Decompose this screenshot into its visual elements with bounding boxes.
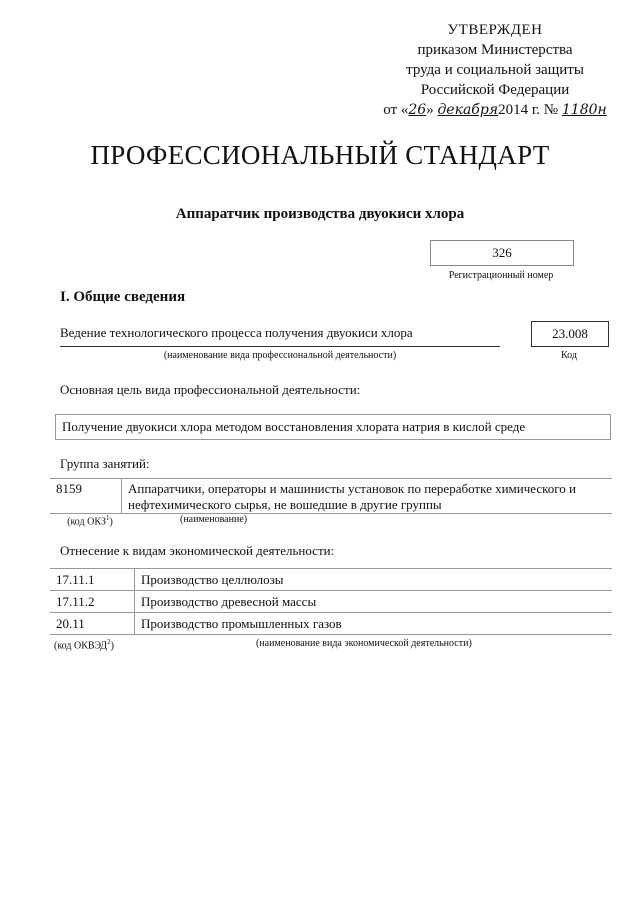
economic-activities-table (50, 568, 612, 635)
okved-code: 20.11 (50, 613, 135, 635)
occupation-name: Аппаратчики, операторы и машинисты установок по переработке химического и нефтехимического сырья, не вошедшие в другие группы (128, 481, 577, 512)
approval-line: труда и социальной защиты (406, 62, 584, 78)
activity-code-caption: Код (561, 350, 577, 361)
economic-activity-name-caption: (наименование вида экономической деятельности) (256, 638, 472, 649)
date-prefix: от « (383, 102, 409, 118)
okved-code-caption: (код ОКВЭД$^2$) (54, 638, 114, 652)
table-row (50, 569, 612, 591)
document-title: ПРОФЕССИОНАЛЬНЫЙ СТАНДАРТ (90, 140, 550, 170)
handwritten-day: 26 (408, 102, 427, 118)
activity-name: Ведение технологического процесса получения двуокиси хлора (60, 325, 500, 347)
economic-activities-label: Отнесение к видам экономической деятельности: (60, 543, 335, 558)
table-row (50, 591, 612, 613)
registration-number-box: 326 (430, 240, 574, 266)
okved-name: Производство промышленных газов (135, 613, 613, 635)
activity-code-box: 23.008 (531, 321, 609, 347)
table-row (50, 613, 612, 635)
occupation-group-row (50, 478, 612, 514)
handwritten-order-number: 1180н (561, 102, 607, 118)
approval-line: приказом Министерства (417, 42, 573, 58)
standard-name: Аппаратчик производства двуокиси хлора (175, 206, 465, 222)
approval-date-line (380, 100, 610, 120)
okved-code: 17.11.1 (50, 569, 135, 591)
activity-caption: (наименование вида профессиональной деятельности) (163, 350, 397, 361)
approval-heading: УТВЕРЖДЕН (447, 22, 543, 38)
approval-block (380, 20, 610, 120)
date-year: 2014 г. № (498, 102, 559, 118)
section-title: I. Общие сведения (60, 289, 186, 305)
handwritten-month: декабря (437, 102, 499, 118)
goal-label: Основная цель вида профессиональной деятельности: (60, 382, 361, 397)
occupation-code: 8159 (50, 479, 122, 513)
date-quote: » (426, 102, 434, 118)
okz-code-caption: (код ОКЗ$^1$) (67, 514, 113, 528)
goal-text-box: Получение двуокиси хлора методом восстановления хлората натрия в кислой среде (55, 414, 611, 440)
occupation-group-label: Группа занятий: (60, 456, 150, 471)
approval-line: Российской Федерации (420, 82, 570, 98)
okved-name: Производство древесной массы (135, 591, 613, 613)
okved-code: 17.11.2 (50, 591, 135, 613)
registration-number-label: Регистрационный номер (448, 270, 554, 281)
okved-name: Производство целлюлозы (135, 569, 613, 591)
occupation-name-caption: (наименование) (180, 514, 248, 525)
